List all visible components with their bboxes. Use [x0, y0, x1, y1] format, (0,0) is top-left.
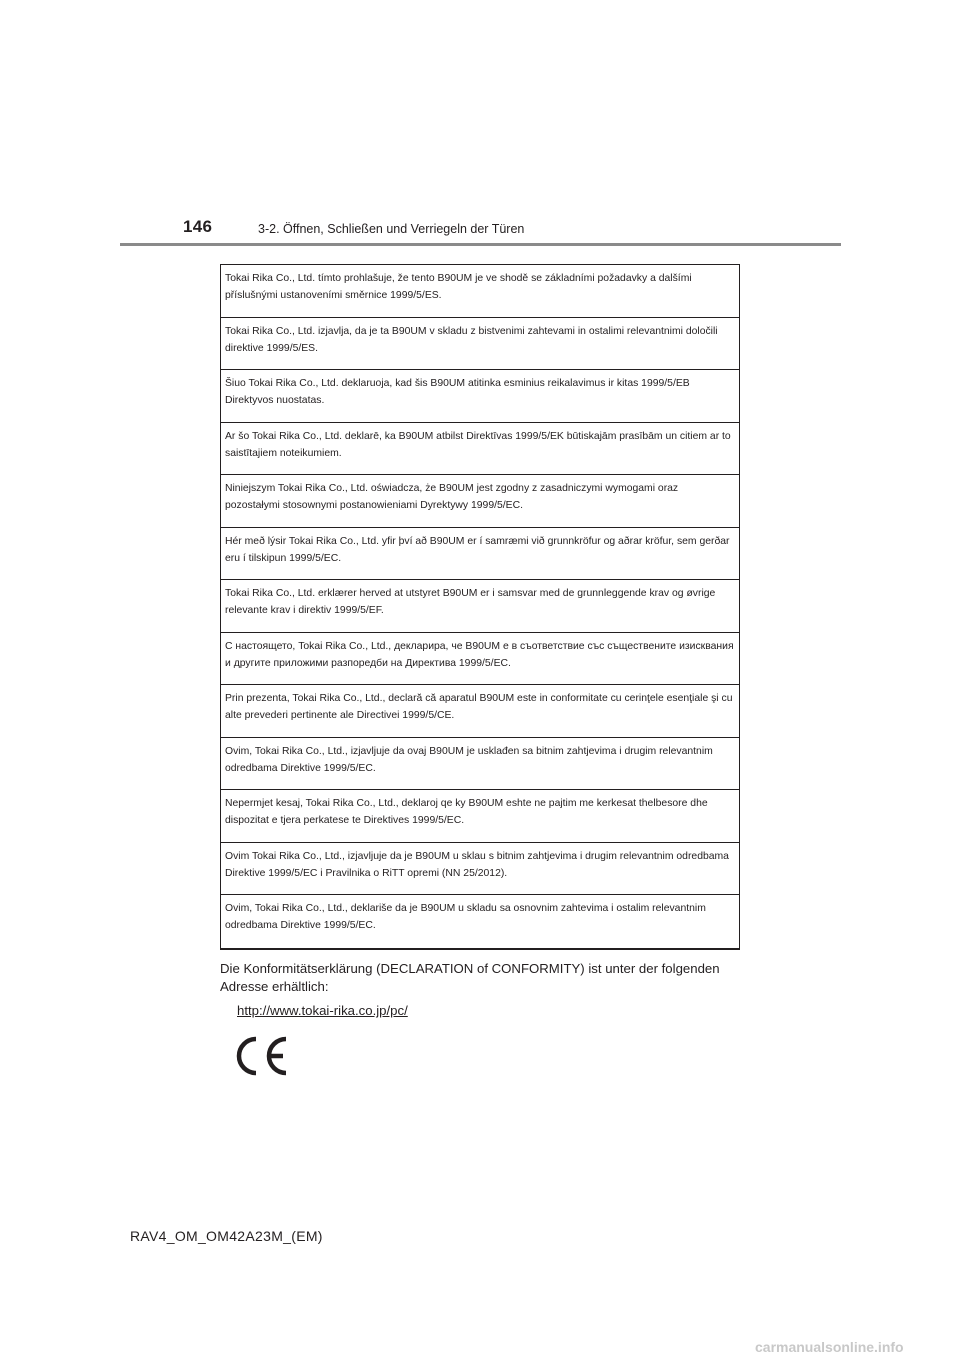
declaration-row: Tokai Rika Co., Ltd. tímto prohlašuje, že tento B90UM je ve shodě se základními požadavky a dalšími příslušnými ustanoveními směrnice 1999/5/ES. — [221, 265, 739, 318]
document-id: RAV4_OM_OM42A23M_(EM) — [130, 1228, 323, 1244]
declaration-row: Nepermjet kesaj, Tokai Rika Co., Ltd., deklaroj qe ky B90UM eshte ne pajtim me kerkesat thelbesore dhe dispozitat e tjera perkatese te Direktives 1999/5/EC. — [221, 790, 739, 843]
declaration-row: Prin prezenta, Tokai Rika Co., Ltd., declară că aparatul B90UM este in conformitate cu cerinţele esenţiale şi cu alte prevederi pertinente ale Directivei 1999/5/CE. — [221, 685, 739, 738]
declaration-row: Hér með lýsir Tokai Rika Co., Ltd. yfir því að B90UM er í samræmi við grunnkröfur og aðrar kröfur, sem gerðar eru í tilskipun 1999/5/EC. — [221, 528, 739, 581]
declaration-row: Niniejszym Tokai Rika Co., Ltd. oświadcza, że B90UM jest zgodny z zasadniczymi wymogami oraz pozostałymi stosownymi postanowieniami Dyrektywy 1999/5/EC. — [221, 475, 739, 528]
header-divider — [120, 243, 841, 246]
declaration-row: Ovim, Tokai Rika Co., Ltd., deklariše da je B90UM u skladu sa osnovnim zahtevima i ostalim relevantnim odredbama Direktive 1999/5/EC. — [225, 903, 706, 931]
declaration-url-link[interactable]: http://www.tokai-rika.co.jp/pc/ — [237, 1003, 408, 1018]
page-number: 146 — [183, 217, 213, 236]
declaration-row: С настоящето, Tokai Rika Co., Ltd., декларира, че B90UM е в съответствие със съществените изисквания и другите приложими разпоредби на Директива 1999/5/EC. — [221, 633, 739, 686]
declaration-row: Tokai Rika Co., Ltd. izjavlja, da je ta B90UM v skladu z bistvenimi zahtevami in ostalimi relevantnimi določili direktive 1999/5/ES. — [221, 318, 739, 371]
declaration-row: Ovim, Tokai Rika Co., Ltd., izjavljuje da ovaj B90UM je usklađen sa bitnim zahtjevima i drugim relevantnim odredbama Direktive 1999/5/EC. — [221, 738, 739, 791]
conformity-intro-text: Die Konformitätserklärung (DECLARATION of CONFORMITY) ist unter der folgenden Adresse erhältlich: — [220, 961, 720, 994]
ce-mark-icon — [236, 1036, 292, 1076]
section-title: 3-2. Öffnen, Schließen und Verriegeln der Türen — [258, 222, 525, 236]
declaration-row: Ovim Tokai Rika Co., Ltd., izjavljuje da je B90UM u sklau s bitnim zahtjevima i drugim relevantnim odredbama Direktive 1999/5/EC i Pravilnika o RiTT opremi (NN 25/2012). — [221, 843, 739, 896]
declaration-table — [220, 264, 740, 950]
declaration-row: Tokai Rika Co., Ltd. erklærer herved at utstyret B90UM er i samsvar med de grunnleggende krav og øvrige relevante krav i direktiv 1999/5/EF. — [221, 580, 739, 633]
watermark-text: carmanualsonline.info — [755, 1339, 904, 1355]
declaration-row: Ar šo Tokai Rika Co., Ltd. deklarē, ka B90UM atbilst Direktīvas 1999/5/EK būtiskajām prasībām un citiem ar to saistītajiem noteikumiem. — [221, 423, 739, 476]
declaration-row: Šiuo Tokai Rika Co., Ltd. deklaruoja, kad šis B90UM atitinka esminius reikalavimus ir kitas 1999/5/EB Direktyvos nuostatas. — [221, 370, 739, 423]
